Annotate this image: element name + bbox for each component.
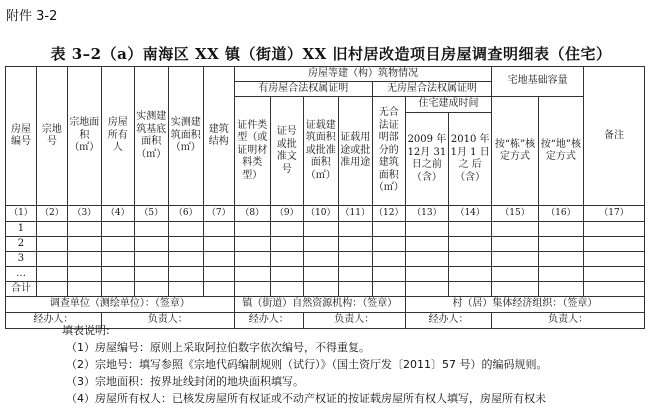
- group-built-time-header: 住宅建成时间: [405, 97, 492, 113]
- col-parcel-area-header: 宗地面积（㎡）: [67, 67, 101, 206]
- group-legal-header: 有房屋合法权属证明: [234, 82, 372, 97]
- note-item: （3）宗地面积：按界址线封闭的地块面积填写。: [66, 375, 304, 388]
- row-label: 合计: [6, 282, 37, 297]
- table-row: [6, 267, 645, 282]
- col-number: （17）: [584, 206, 645, 222]
- col-cert-use-header: 证载用途或批准用途: [338, 97, 372, 206]
- survey-unit-signature: 调查单位（测绘单位）：（签章）: [6, 297, 235, 313]
- leader-label: 负责人：: [101, 313, 234, 329]
- col-before-2009-header: 2009 年 12月 31 日之前（含）: [405, 113, 448, 206]
- table-row: [6, 222, 645, 237]
- leader-label: 负责人：: [492, 313, 645, 329]
- col-cert-type-header: 证件类型（或证明材料类型）: [234, 97, 270, 206]
- col-by-land-header: 按“地”核定方式: [538, 97, 583, 206]
- resource-office-signature: 镇（街道）自然资源机构：（签章）: [234, 297, 405, 313]
- row-label: 1: [6, 222, 37, 237]
- col-number: （12）: [372, 206, 405, 222]
- row-label: …: [6, 267, 37, 282]
- group-buildings-header: 房屋等建（构）筑物情况: [234, 67, 492, 82]
- col-number: （14）: [449, 206, 492, 222]
- col-no-cert-area-header: 无合法证明部分的建筑面积（㎡）: [372, 97, 405, 206]
- row-label: 3: [6, 252, 37, 267]
- village-signature: 村（居）集体经济组织：（签章）: [405, 297, 644, 313]
- notes-heading: 填表说明:: [62, 324, 110, 337]
- row-label: 2: [6, 237, 37, 252]
- table-row: [6, 237, 645, 252]
- col-number: （3）: [67, 206, 101, 222]
- col-number: （11）: [338, 206, 372, 222]
- attachment-label: 附件 3-2: [6, 9, 58, 24]
- col-number: （2）: [36, 206, 67, 222]
- col-number: （16）: [538, 206, 583, 222]
- col-number: （10）: [303, 206, 338, 222]
- col-house-no-header: 房屋编号: [6, 67, 37, 206]
- page-title: 表 3–2（a）南海区 XX 镇（街道）XX 旧村居改造项目房屋调查明细表（住宅）: [50, 45, 612, 63]
- col-structure-header: 建筑结构: [203, 67, 234, 206]
- col-cert-area-header: 证载建筑面积或批准面积（㎡）: [303, 97, 338, 206]
- col-number: （5）: [134, 206, 168, 222]
- col-number: （13）: [405, 206, 448, 222]
- signature-row: [6, 297, 645, 313]
- total-row: [6, 282, 645, 297]
- col-owner-header: 房屋所有人: [101, 67, 134, 206]
- group-homestead-header: 宅地基础容量: [492, 67, 584, 97]
- col-by-building-header: 按“栋”核定方式: [492, 97, 538, 206]
- col-after-2010-header: 2010 年 1月 1 日 之 后（含）: [449, 113, 492, 206]
- col-number: （4）: [101, 206, 134, 222]
- col-number: （15）: [492, 206, 538, 222]
- leader-label: 负责人：: [303, 313, 405, 329]
- survey-table: [5, 66, 645, 329]
- col-build-area-header: 实测建筑面积（㎡）: [168, 67, 203, 206]
- col-number: （1）: [6, 206, 37, 222]
- handler-label: 经办人：: [405, 313, 492, 329]
- col-number: （6）: [168, 206, 203, 222]
- col-cert-no-header: 证号或批准文号: [270, 97, 303, 206]
- col-base-area-header: 实测建筑基底面积（㎡）: [134, 67, 168, 206]
- table-row: [6, 252, 645, 267]
- col-number: （9）: [270, 206, 303, 222]
- col-remark-header: 备注: [584, 67, 645, 206]
- handler-label: 经办人：: [234, 313, 303, 329]
- col-parcel-no-header: 宗地号: [36, 67, 67, 206]
- group-illegal-header: 无房屋合法权属证明: [372, 82, 492, 97]
- handler-label: 经办人：: [6, 313, 102, 329]
- note-item: （4）房屋所有权人：已核发房屋所有权证或不动产权证的按证载房屋所有权人填写，房屋所有权未: [66, 392, 546, 405]
- col-number: （8）: [234, 206, 270, 222]
- note-item: （1）房屋编号：原则上采取阿拉伯数字依次编号，不得重复。: [66, 341, 370, 354]
- col-number: （7）: [203, 206, 234, 222]
- note-item: （2）宗地号：填写参照《宗地代码编制规则（试行）》（国土资厅发〔2011〕57 号）的编码规则。: [66, 358, 548, 371]
- notes-section: [62, 322, 547, 407]
